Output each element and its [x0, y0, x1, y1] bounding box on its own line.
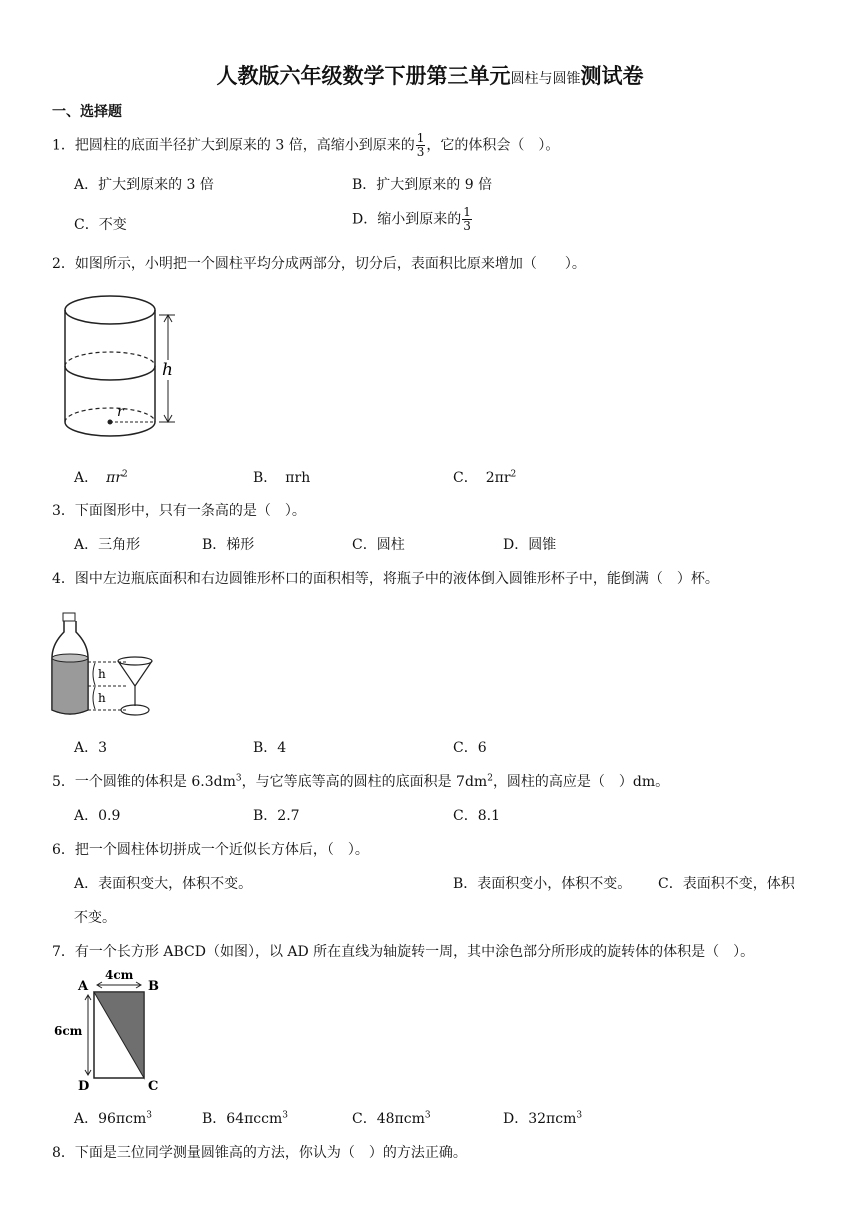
- q2-option-a[interactable]: A． $\pi r^2$: [74, 469, 128, 486]
- bottle-h2-label: h: [98, 691, 106, 705]
- q7-option-b[interactable]: B．64πccm$^3$: [202, 1110, 288, 1127]
- q5-option-b[interactable]: B．2.7: [253, 808, 300, 824]
- title-main-a: 人教版六年级数学下册第三单元: [216, 64, 511, 88]
- height-label: 6cm: [54, 1024, 83, 1038]
- vertex-d-label: D: [78, 1079, 90, 1094]
- q4-option-a[interactable]: A．3: [74, 740, 108, 756]
- cylinder-figure: [55, 290, 185, 445]
- q2-option-b[interactable]: B． πrh: [253, 470, 311, 486]
- vertex-c-label: C: [148, 1079, 159, 1094]
- q1-option-d[interactable]: D．缩小到原来的 $\frac{1}{3}$: [352, 205, 471, 233]
- q5-option-c[interactable]: C．8.1: [453, 808, 500, 824]
- q3-option-b[interactable]: B．梯形: [202, 537, 255, 553]
- title-small: 圆柱与圆锥: [510, 71, 581, 87]
- width-label: 4cm: [105, 968, 134, 982]
- question-5: 5．一个圆锥的体积是 $6.3dm^3$，与它等底等高的圆柱的底面积是 $7dm^2$，圆柱的高应是（ ）dm。: [52, 773, 670, 790]
- question-4: 4．图中左边瓶底面积和右边圆锥形杯口的面积相等，将瓶子中的液体倒入圆锥形杯子中，能倒满（ ）杯。: [52, 571, 719, 587]
- q7-option-c[interactable]: C．48πcm$^3$: [352, 1110, 431, 1127]
- q1-d-fraction: $\frac{1}{3}$: [463, 205, 471, 233]
- q3-option-c[interactable]: C．圆柱: [352, 537, 405, 553]
- question-8: 8．下面是三位同学测量圆锥高的方法，你认为（ ）的方法正确。: [52, 1145, 467, 1161]
- bottle-h1-label: h: [98, 667, 106, 681]
- cylinder-r-label: r: [117, 404, 124, 420]
- q6-option-c[interactable]: C．表面积不变，体积: [658, 876, 795, 892]
- section-heading: 一、选择题: [52, 104, 122, 120]
- question-6: 6．把一个圆柱体切拼成一个近似长方体后，（ ）。: [52, 842, 369, 858]
- q7-option-d[interactable]: D．32πcm$^3$: [503, 1110, 583, 1127]
- question-1: [52, 132, 559, 159]
- q2-option-c[interactable]: C． $2\pi r^2$: [453, 469, 517, 486]
- page-title: [0, 60, 860, 90]
- q4-option-c[interactable]: C．6: [453, 740, 487, 756]
- q5-option-a[interactable]: A．0.9: [74, 808, 121, 824]
- title-main-b: 测试卷: [580, 64, 644, 88]
- q1-option-c[interactable]: C．不变: [74, 217, 127, 233]
- question-2: 2．如图所示，小明把一个圆柱平均分成两部分，切分后，表面积比原来增加（ ）。: [52, 256, 586, 272]
- q6-option-a[interactable]: A．表面积变大，体积不变。: [74, 876, 253, 892]
- question-7: 7．有一个长方形 ABCD（如图），以 AD 所在直线为轴旋转一周，其中涂色部分所形成的旋转体的体积是（ ）。: [52, 944, 755, 960]
- vertex-a-label: A: [78, 979, 89, 994]
- q7-option-a[interactable]: A．96πcm$^3$: [74, 1110, 152, 1127]
- q3-option-a[interactable]: A．三角形: [74, 537, 141, 553]
- q1-text-b: ，它的体积会（ ）。: [426, 137, 560, 154]
- q1-text-a: 1．把圆柱的底面半径扩大到原来的 3 倍，高缩小到原来的: [52, 137, 415, 154]
- vertex-b-label: B: [148, 979, 159, 994]
- cylinder-h-label: h: [162, 360, 173, 380]
- q1-fraction: $\frac{1}{3}$: [416, 131, 425, 159]
- q1-option-a[interactable]: A．扩大到原来的 3 倍: [74, 177, 214, 193]
- bottle-cup-figure: [48, 610, 160, 720]
- q3-option-d[interactable]: D．圆锥: [503, 537, 557, 553]
- q6-option-c-continued: 不变。: [74, 910, 116, 926]
- question-3: 3．下面图形中，只有一条高的是（ ）。: [52, 503, 306, 519]
- rectangle-abcd-figure: [52, 965, 167, 1095]
- q6-option-b[interactable]: B．表面积变小，体积不变。: [453, 876, 632, 892]
- q4-option-b[interactable]: B．4: [253, 740, 287, 756]
- q1-option-b[interactable]: B．扩大到原来的 9 倍: [352, 177, 493, 193]
